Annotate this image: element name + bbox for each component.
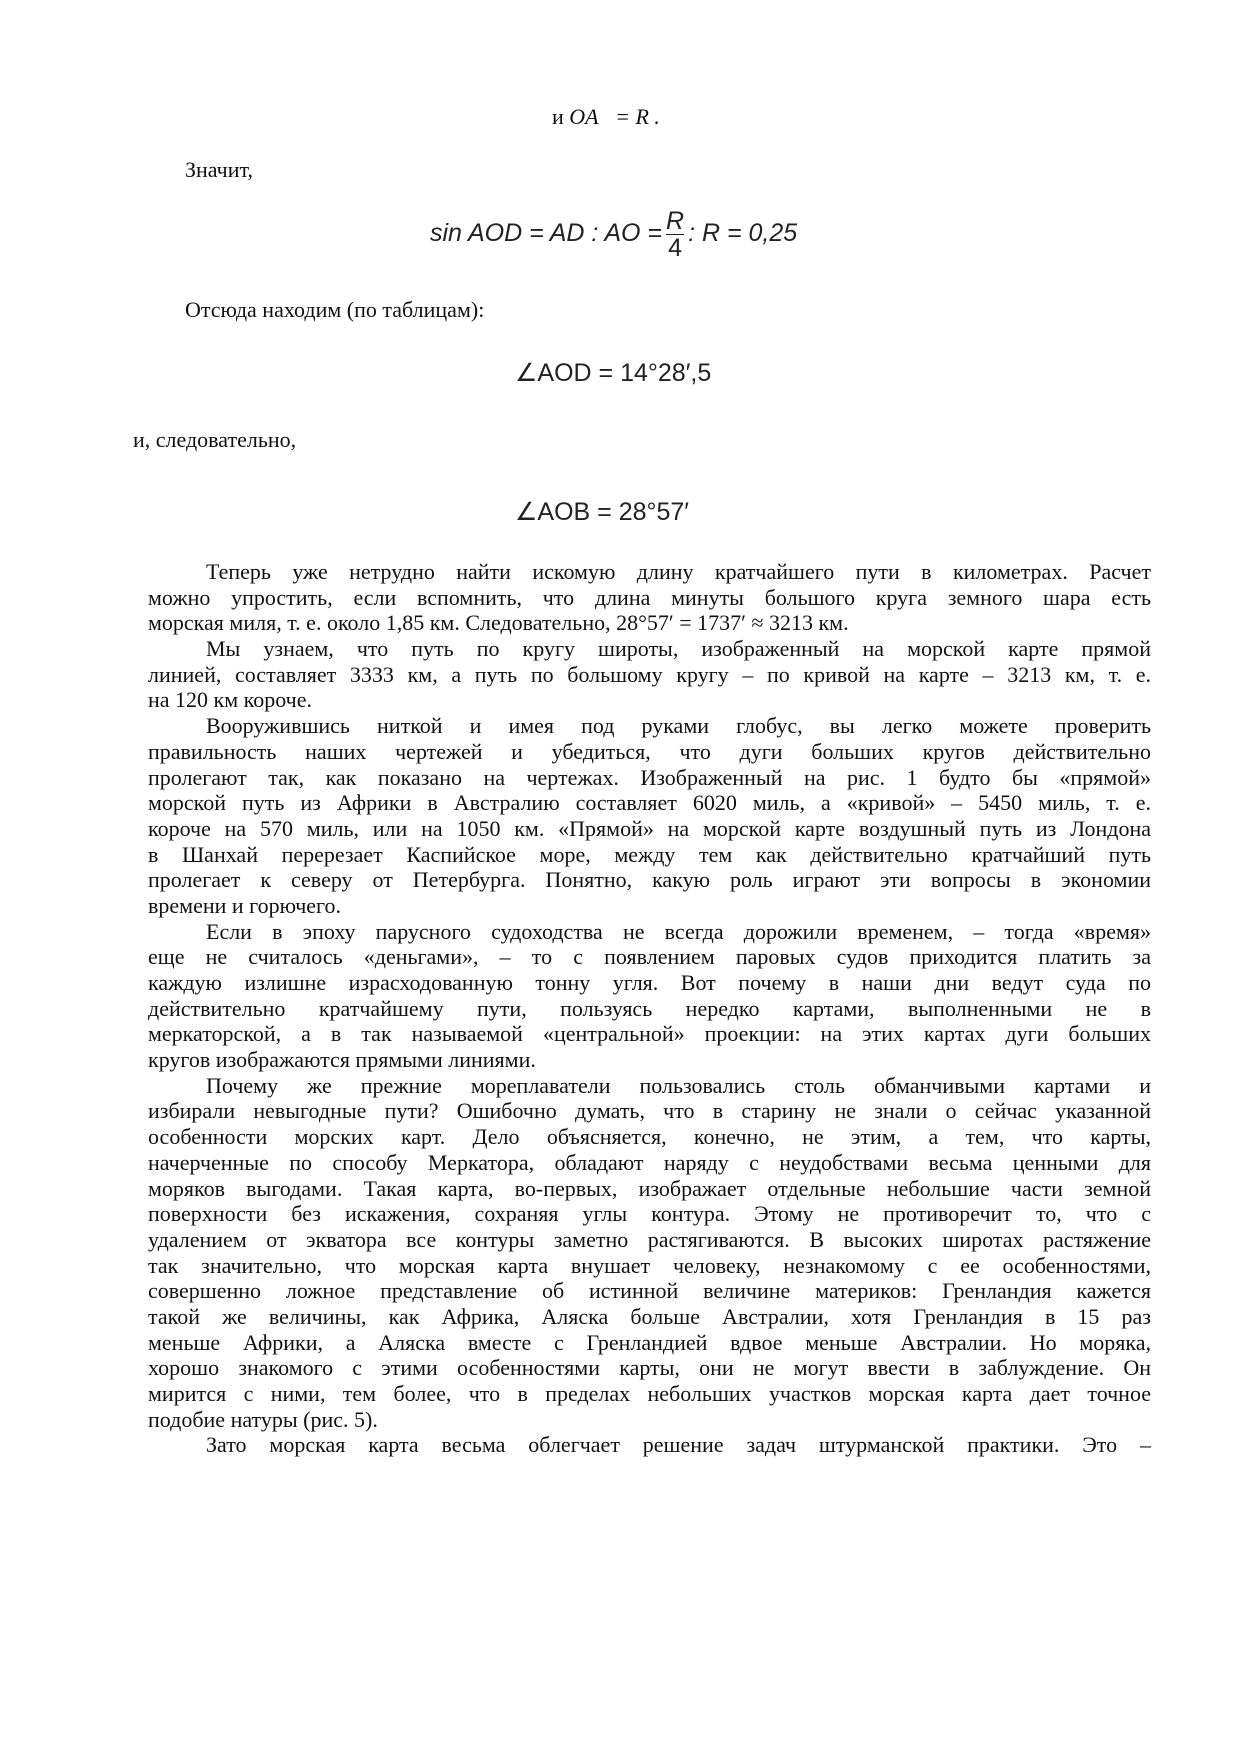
fraction: [666, 208, 684, 261]
body-text: [148, 559, 1151, 1458]
text-line: пролегает к северу от Петербурга. Понятно, какую роль играют эти вопросы в экономии: [148, 867, 1151, 893]
text-line: времени и горючего.: [148, 892, 342, 918]
equation-sin: [430, 208, 797, 261]
eq-sin-right: : R = 0,25: [688, 219, 798, 248]
text-line: еще не считалось «деньгами», – то с появлением паровых судов приходится платить за: [148, 944, 1151, 970]
text-line: Зато морская карта весьма облегчает решение задач штурманской практики. Это –: [206, 1432, 1151, 1458]
eq-sin-left: sin AOD = AD : AO =: [430, 219, 663, 248]
paragraph: [148, 559, 1151, 636]
text-line: кругов изображаются прямыми линиями.: [148, 1047, 536, 1073]
denominator: 4: [668, 234, 683, 262]
paragraph: [148, 919, 1151, 1073]
text-line: подобие натуры (рис. 5).: [148, 1406, 378, 1432]
paragraph: [148, 636, 1151, 713]
text-line: Мы узнаем, что путь по кругу широты, изображенный на морской карте прямой: [206, 636, 1151, 662]
text-line: меньше Африки, а Аляска вместе с Гренландией вдвое меньше Австралии. Но моряка,: [148, 1329, 1151, 1355]
text-line: Почему же прежние мореплаватели пользовались столь обманчивыми картами и: [206, 1072, 1151, 1098]
text-line: морской путь из Африки в Австралию составляет 6020 миль, а «кривой» – 5450 миль, т. е.: [148, 790, 1151, 816]
text-line: удалением от экватора все контуры заметно растягиваются. В высоких широтах растяжение: [148, 1226, 1151, 1252]
text-line: так значительно, что морская карта внушает человеку, незнакомому с ее особенностями,: [148, 1252, 1151, 1278]
text-line: моряков выгодами. Такая карта, во-первых, изображает отдельные небольшие части земной: [148, 1175, 1151, 1201]
paragraph: [148, 713, 1151, 919]
text-line: в Шанхай перерезает Каспийское море, между тем как действительно кратчайший путь: [148, 841, 1151, 867]
text-line: особенности морских карт. Дело объясняется, конечно, не этим, а тем, что карты,: [148, 1124, 1151, 1150]
text-line: линией, составляет 3333 км, а путь по большому кругу – по кривой на карте – 3213 км, т. е.: [148, 661, 1151, 687]
text-line: каждую излишне израсходованную тонну угля. Вот почему в наши дни ведут суда по: [148, 970, 1151, 995]
paragraph: [148, 1432, 1151, 1458]
text-line: поверхности без искажения, сохраняя углы контура. Этому не противоречит то, что с: [148, 1201, 1151, 1227]
text-line: правильность наших чертежей и убедиться, что дуги больших кругов действительно: [148, 738, 1151, 764]
text-line: мирится с ними, тем более, что в пределах небольших участков морская карта дает точное: [148, 1381, 1151, 1406]
paragraph: [148, 1073, 1151, 1433]
text-line: начерченные по способу Меркатора, обладают наряду с неудобствами весьма ценными для: [148, 1149, 1151, 1175]
eq-rhs: = R .: [615, 104, 660, 129]
text-line: совершенно ложное представление об истинной величине материков: Гренландия кажется: [148, 1278, 1151, 1304]
text-line: хорошо знакомого с этими особенностями карты, они не могут ввести в заблуждение. Он: [148, 1355, 1151, 1381]
text-line: такой же величины, как Африка, Аляска больше Австралии, хотя Гренландия в 15 раз: [148, 1303, 1151, 1329]
text-line: меркаторской, а в так называемой «центральной» проекции: на этих картах дуги больших: [148, 1021, 1151, 1047]
eq-lhs: OA: [569, 104, 599, 129]
equation-oa: [552, 104, 660, 130]
text-line: избирали невыгодные пути? Ошибочно думать, что в старину не знали о сейчас указанной: [148, 1098, 1151, 1124]
text-line: короче на 570 миль, или на 1050 км. «Прямой» на морской карте воздушный путь из Лондона: [148, 815, 1151, 841]
text-line: Теперь уже нетрудно найти искомую длину кратчайшего пути в километрах. Расчет: [206, 559, 1151, 584]
text-line: морская миля, т. е. около 1,85 км. Следовательно, 28°57′ = 1737′ ≈ 3213 км.: [148, 610, 849, 636]
text-line: пролегают так, как показано на чертежах. Изображенный на рис. 1 будто бы «прямой»: [148, 764, 1151, 790]
text-consequently: и, следовательно,: [133, 427, 297, 452]
equation-aod: ∠AOD = 14°28′,5: [515, 359, 712, 387]
equation-aob: ∠AOB = 28°57′: [515, 498, 689, 526]
text-line: Вооружившись ниткой и имея под руками глобус, вы легко можете проверить: [206, 713, 1151, 739]
text-therefore: Значит,: [185, 157, 253, 182]
eq-prefix: и: [552, 104, 564, 129]
text-line: можно упростить, если вспомнить, что длина минуты большого круга земного шара есть: [148, 584, 1151, 610]
text-line: действительно кратчайшему пути, пользуясь нередко картами, выполненными не в: [148, 995, 1151, 1021]
numerator: R: [666, 207, 685, 235]
text-from-tables: Отсюда находим (по таблицам):: [185, 297, 485, 322]
text-line: Если в эпоху парусного судоходства не всегда дорожили временем, – тогда «время»: [206, 918, 1151, 944]
text-line: на 120 км короче.: [148, 687, 312, 713]
